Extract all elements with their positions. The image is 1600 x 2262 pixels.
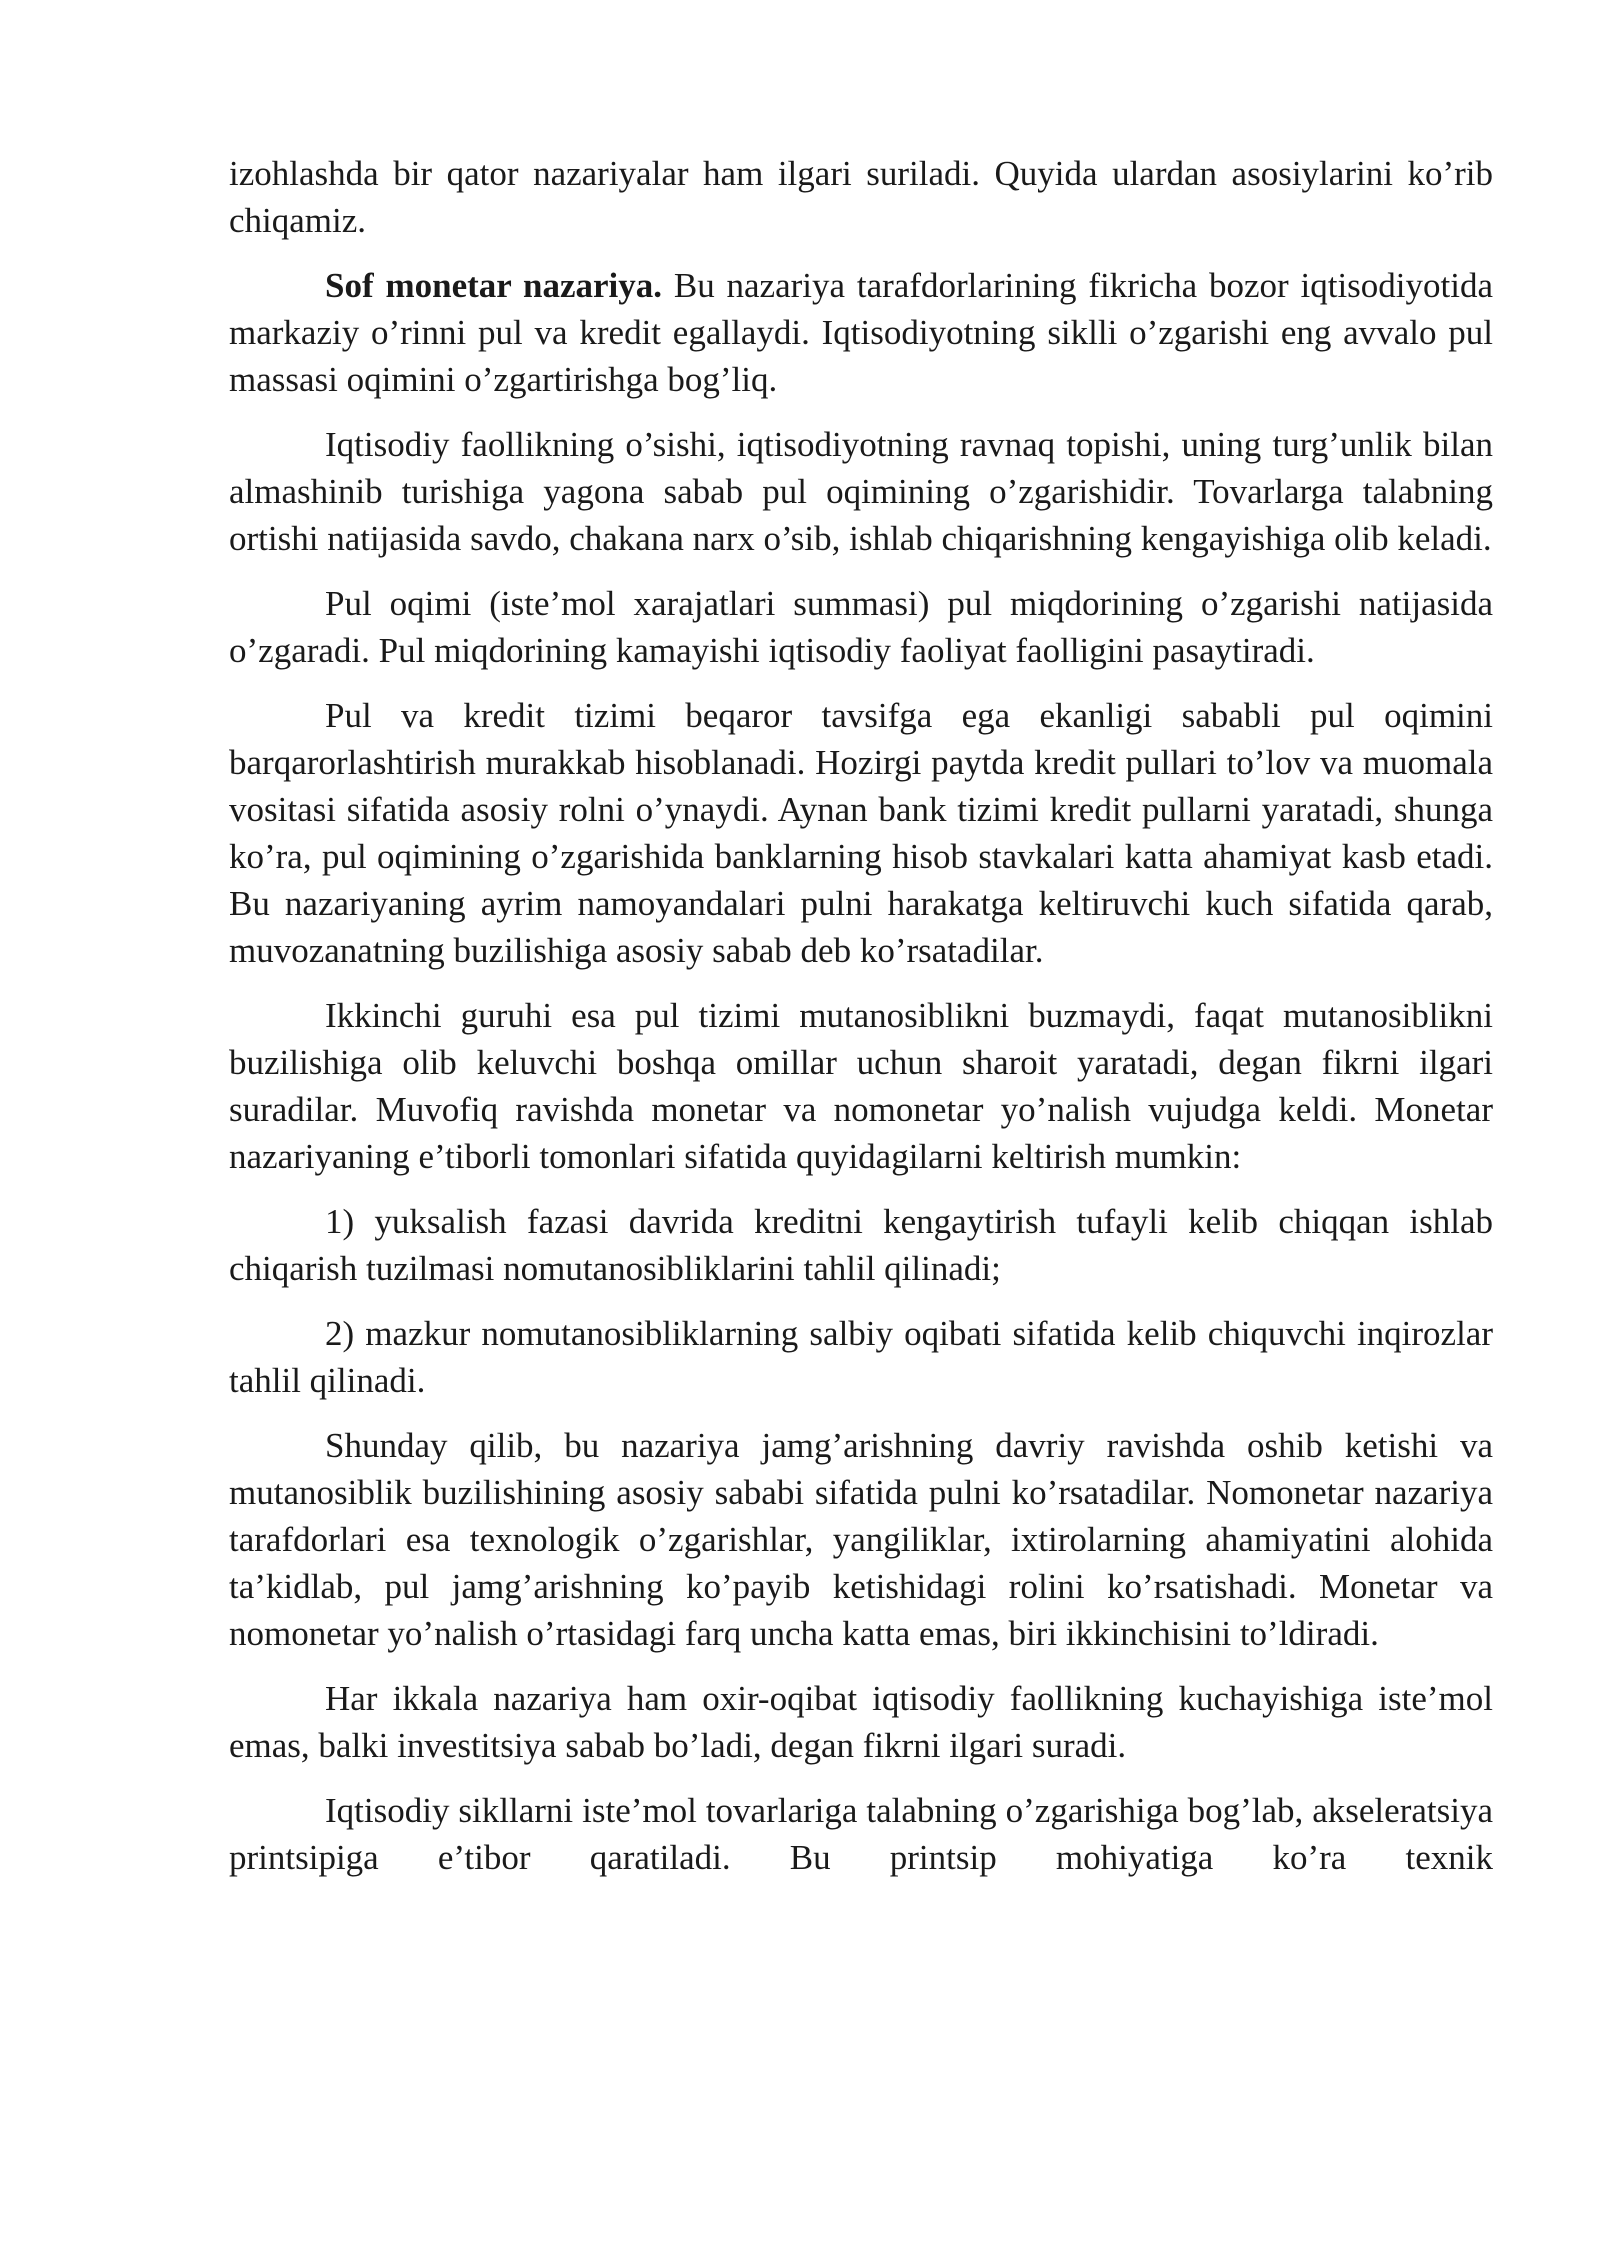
paragraph-text: Shunday qilib, bu nazariya jamg’arishning davriy ravishda oshib ketishi va mutanosiblik buzilishining asosiy sababi sifatida pulni ko’rsatadilar. Nomonetar nazariya tarafdorlari esa texnologik o’zgarishlar, yangiliklar, ixtirolarning ahamiyatini alohida ta’kidlab, pul jamg’arishning ko’payib ketishidagi rolini ko’rsatishadi. Monetar va nomonetar yo’nalish o’rtasidagi farq uncha katta emas, biri ikkinchisini to’ldiradi. (229, 1426, 1493, 1653)
paragraph-sof-monetar (229, 262, 1493, 403)
paragraph-pul-va-kredit (229, 692, 1493, 974)
paragraph-iqtisodiy-faollik (229, 421, 1493, 562)
paragraph-text: Ikkinchi guruhi esa pul tizimi mutanosiblikni buzmaydi, faqat mutanosiblikni buzilishiga olib keluvchi boshqa omillar uchun sharoit yaratadi, degan fikrni ilgari suradilar. Muvofiq ravishda monetar va nomonetar yo’nalish vujudga keldi. Monetar nazariyaning e’tiborli tomonlari sifatida quyidagilarni keltirish mumkin: (229, 996, 1493, 1176)
section-heading: Sof monetar nazariya. (325, 266, 663, 305)
paragraph-text: izohlashda bir qator nazariyalar ham ilgari suriladi. Quyida ulardan asosiylarini ko’rib chiqamiz. (229, 154, 1493, 240)
list-item-2 (229, 1310, 1493, 1404)
paragraph-pul-oqimi (229, 580, 1493, 674)
list-item-text: 1) yuksalish fazasi davrida kreditni kengaytirish tufayli kelib chiqqan ishlab chiqarish tuzilmasi nomutanosibliklarini tahlil qilinadi; (229, 1202, 1493, 1288)
list-item-text: 2) mazkur nomutanosibliklarning salbiy oqibati sifatida kelib chiquvchi inqirozlar tahlil qilinadi. (229, 1314, 1493, 1400)
paragraph-har-ikkala (229, 1675, 1493, 1769)
paragraph-intro (229, 150, 1493, 244)
paragraph-shunday-qilib (229, 1422, 1493, 1657)
paragraph-text: Iqtisodiy sikllarni iste’mol tovarlariga talabning o’zgarishiga bog’lab, akseleratsiya printsipiga e’tibor qaratiladi. Bu printsip mohiyatiga ko’ra texnik (229, 1791, 1493, 1877)
paragraph-text: Iqtisodiy faollikning o’sishi, iqtisodiyotning ravnaq topishi, uning turg’unlik bilan almashinib turishiga yagona sabab pul oqimining o’zgarishidir. Tovarlarga talabning ortishi natijasida savdo, chakana narx o’sib, ishlab chiqarishning kengayishiga olib keladi. (229, 425, 1493, 558)
paragraph-ikkinchi-guruhi (229, 992, 1493, 1180)
paragraph-text: Bu nazariya tarafdorlarining fikricha bozor iqtisodiyotida markaziy o’rinni pul va kredit egallaydi. Iqtisodiyotning siklli o’zgarishi eng avvalo pul massasi oqimini o’zgartirishga bog’liq. (229, 266, 1493, 399)
paragraph-iqtisodiy-sikllar (229, 1787, 1493, 1881)
paragraph-text: Har ikkala nazariya ham oxir-oqibat iqtisodiy faollikning kuchayishiga iste’mol emas, balki investitsiya sabab bo’ladi, degan fikrni ilgari suradi. (229, 1679, 1493, 1765)
paragraph-text: Pul oqimi (iste’mol xarajatlari summasi) pul miqdorining o’zgarishi natijasida o’zgaradi. Pul miqdorining kamayishi iqtisodiy faoliyat faolligini pasaytiradi. (229, 584, 1493, 670)
list-item-1 (229, 1198, 1493, 1292)
paragraph-text: Pul va kredit tizimi beqaror tavsifga ega ekanligi sababli pul oqimini barqarorlashtirish murakkab hisoblanadi. Hozirgi paytda kredit pullari to’lov va muomala vositasi sifatida asosiy rolni o’ynaydi. Aynan bank tizimi kredit pullarni yaratadi, shunga ko’ra, pul oqimining o’zgarishida banklarning hisob stavkalari katta ahamiyat kasb etadi. Bu nazariyaning ayrim namoyandalari pulni harakatga keltiruvchi kuch sifatida qarab, muvozanatning buzilishiga asosiy sabab deb ko’rsatadilar. (229, 696, 1493, 970)
document-page (229, 150, 1493, 1899)
